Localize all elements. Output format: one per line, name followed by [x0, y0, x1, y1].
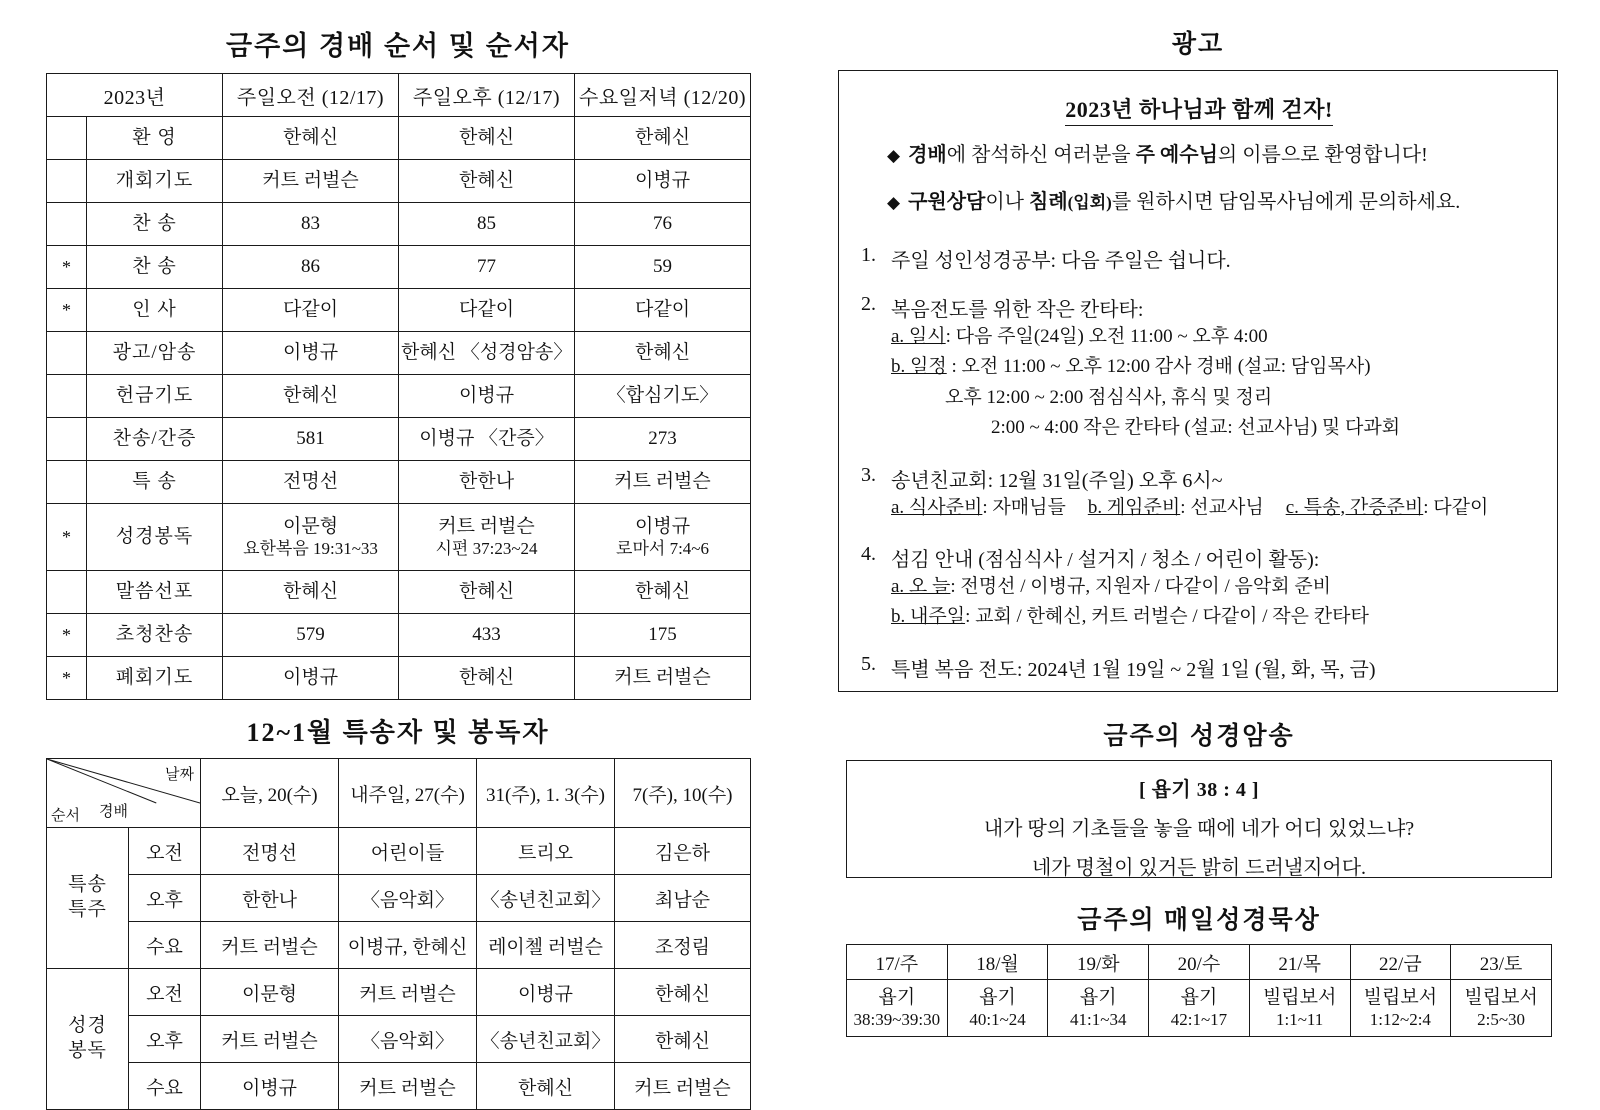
daily-reading-verses: 38:39~39:30	[853, 1010, 941, 1030]
group-label	[47, 969, 129, 1110]
group-label-line-2: 특주	[68, 899, 107, 920]
row-value: 한혜신	[615, 969, 751, 1016]
announcement-subitem-text: 오후 12:00 ~ 2:00 점심식사, 휴식 및 정리	[945, 386, 1273, 408]
announcement-subitem	[891, 572, 1537, 602]
row-label: 헌금기도	[87, 375, 223, 418]
announcement-subitem	[891, 493, 1537, 523]
daily-day-header: 23/토	[1451, 945, 1552, 980]
row-value: 한혜신	[477, 1063, 615, 1110]
table-row	[47, 614, 751, 657]
announcement-heading-text: 2023년 하나님과 함께 걷자!	[1065, 97, 1333, 126]
daily-day-header: 17/주	[847, 945, 948, 980]
row-value: 76	[575, 203, 751, 246]
column-header-date-3: 31(주), 1. 3(수)	[477, 759, 615, 828]
announcement-subitem	[991, 413, 1537, 443]
row-value: 86	[223, 246, 399, 289]
announcement-item	[861, 653, 1537, 682]
daily-reading-book: 욥기	[979, 986, 1016, 1008]
daily-reading-verses: 40:1~24	[969, 1010, 1026, 1030]
announcement-subitem-label: a. 식사준비	[891, 496, 983, 518]
row-value: 〈송년친교회〉	[477, 1016, 615, 1063]
row-label: 성경봉독	[87, 504, 223, 571]
row-label: 환 영	[87, 117, 223, 160]
row-value: 83	[223, 203, 399, 246]
row-value: 〈송년친교회〉	[477, 875, 615, 922]
daily-day-header: 22/금	[1350, 945, 1451, 980]
row-value: 한혜신	[575, 332, 751, 375]
announcement-item-main	[861, 464, 1537, 493]
corner-label-order: 순서	[51, 808, 80, 824]
announcement-subitem-label: c. 특송, 간증준비	[1285, 496, 1424, 518]
row-value: 77	[399, 246, 575, 289]
announcement-item-main	[861, 653, 1537, 682]
announcement-subitem-text: : 전명선 / 이병규, 지원자 / 다같이 / 음악회 준비	[950, 575, 1332, 597]
daily-reading-verses: 42:1~17	[1170, 1010, 1228, 1030]
welcome-line	[861, 140, 1537, 171]
row-value	[223, 504, 399, 571]
memory-verse-reference: [ 욥기 38 : 4 ]	[1138, 779, 1260, 801]
welcome-keyword: 경배	[908, 144, 947, 166]
row-star-marker	[47, 117, 87, 160]
daily-day-header: 21/목	[1249, 945, 1350, 980]
row-value: 이병규	[575, 160, 751, 203]
worship-order-title: 금주의 경배 순서 및 순서자	[226, 31, 570, 61]
table-row	[47, 332, 751, 375]
row-value: 한혜신	[575, 571, 751, 614]
group-label	[47, 828, 129, 969]
row-value: 다같이	[223, 289, 399, 332]
column-header-year: 2023년	[47, 74, 223, 117]
row-value: 한혜신	[399, 571, 575, 614]
row-value: 〈합심기도〉	[575, 375, 751, 418]
daily-reading-section	[846, 900, 1552, 1037]
worship-order-table	[46, 73, 751, 700]
announcement-subitem-text: : 다같이	[1423, 496, 1489, 518]
row-label: 폐회기도	[87, 657, 223, 700]
row-value: 커트 러벌슨	[201, 922, 339, 969]
daily-reading-cell	[1249, 980, 1350, 1037]
column-header-date-1: 오늘, 20(수)	[201, 759, 339, 828]
row-value: 커트 러벌슨	[615, 1063, 751, 1110]
announcement-subitem-label: a. 일시	[891, 326, 946, 347]
group-label-line-1: 성경	[68, 1015, 107, 1037]
daily-days-row	[847, 945, 1552, 980]
row-value: 한혜신	[399, 657, 575, 700]
time-label: 수요	[129, 922, 201, 969]
table-row	[47, 289, 751, 332]
announcement-number: 4.	[861, 542, 876, 565]
row-value: 이병규	[223, 657, 399, 700]
memory-verse-box	[846, 760, 1552, 878]
announcement-subitem-label: a. 오 늘	[891, 575, 951, 597]
row-star-marker	[47, 461, 87, 504]
table-row	[47, 1016, 751, 1063]
table-row	[47, 571, 751, 614]
welcome-line	[861, 187, 1537, 218]
daily-reading-verses: 1:1~11	[1276, 1010, 1324, 1030]
row-value: 〈음악회〉	[339, 875, 477, 922]
row-value	[399, 504, 575, 571]
welcome-text: 의 이름으로 환영합니다!	[1217, 144, 1428, 166]
row-value: 이병규	[201, 1063, 339, 1110]
row-value: 한혜신 〈성경암송〉	[399, 332, 575, 375]
daily-reading-verses: 2:5~30	[1477, 1010, 1526, 1030]
row-value: 최남순	[615, 875, 751, 922]
row-value: 581	[223, 418, 399, 461]
worship-order-section	[46, 24, 750, 700]
row-value: 59	[575, 246, 751, 289]
announcement-subitem-text: : 선교사님	[1180, 496, 1264, 518]
row-value: 김은하	[615, 828, 751, 875]
row-value	[575, 504, 751, 571]
daily-day-header: 20/수	[1149, 945, 1250, 980]
corner-diagonal-header	[47, 759, 201, 828]
row-value: 이병규, 한혜신	[339, 922, 477, 969]
row-value: 커트 러벌슨	[201, 1016, 339, 1063]
row-star-marker	[47, 332, 87, 375]
welcome-text: 를 원하시면 담임목사님에게 문의하세요.	[1111, 191, 1461, 213]
time-label: 오후	[129, 1016, 201, 1063]
column-header-date-2: 내주일, 27(수)	[339, 759, 477, 828]
table-row	[47, 461, 751, 504]
announcement-item	[861, 244, 1537, 273]
row-label: 특 송	[87, 461, 223, 504]
memory-verse-section	[846, 716, 1552, 878]
diamond-bullet-icon: ◆	[887, 146, 901, 165]
announcement-number: 3.	[861, 463, 876, 486]
row-value: 다같이	[575, 289, 751, 332]
announcement-heading	[861, 93, 1537, 124]
welcome-keyword: 주 예수님	[1135, 144, 1218, 166]
table-row	[47, 657, 751, 700]
announcements-title: 광고	[1171, 31, 1225, 58]
table-row	[47, 922, 751, 969]
group-label-line-2: 봉독	[68, 1040, 107, 1061]
row-value: 다같이	[399, 289, 575, 332]
row-label: 초청찬송	[87, 614, 223, 657]
row-star-marker: *	[47, 246, 87, 289]
row-value: 조정림	[615, 922, 751, 969]
announcement-subitem-label: b. 내주일	[891, 606, 966, 628]
row-value: 한한나	[201, 875, 339, 922]
daily-day-header: 18/월	[947, 945, 1048, 980]
announcement-item	[861, 293, 1537, 444]
row-value: 커트 러벌슨	[223, 160, 399, 203]
row-value-name: 이문형	[282, 515, 339, 537]
row-value: 전명선	[223, 461, 399, 504]
announcements-section	[838, 24, 1558, 692]
announcements-box	[838, 70, 1558, 692]
diamond-bullet-icon: ◆	[887, 193, 901, 212]
table-row	[47, 504, 751, 571]
announcement-subitem	[891, 602, 1537, 632]
table-row	[47, 828, 751, 875]
row-value: 한혜신	[399, 117, 575, 160]
row-value: 커트 러벌슨	[339, 969, 477, 1016]
row-label: 말씀선포	[87, 571, 223, 614]
announcement-subitem-label: b. 게임준비	[1087, 496, 1181, 518]
special-singers-table	[46, 758, 751, 1110]
table-row	[47, 246, 751, 289]
row-value: 한혜신	[223, 571, 399, 614]
daily-reading-book: 빌립보서	[1262, 986, 1337, 1008]
welcome-text: 이나	[985, 191, 1029, 213]
daily-day-header: 19/화	[1048, 945, 1149, 980]
row-value: 273	[575, 418, 751, 461]
announcement-text: 주일 성인성경공부: 다음 주일은 쉽니다.	[891, 250, 1231, 272]
row-value: 한혜신	[615, 1016, 751, 1063]
row-value: 433	[399, 614, 575, 657]
group-label-line-1: 특송	[68, 874, 107, 896]
row-label: 찬송/간증	[87, 418, 223, 461]
row-value: 전명선	[201, 828, 339, 875]
daily-reading-book: 빌립보서	[1464, 986, 1538, 1008]
row-value-name: 이병규	[634, 515, 691, 537]
corner-label-date: 날짜	[165, 767, 194, 783]
memory-verse-line-2: 네가 명철이 있거든 밝히 드러낼지어다.	[1031, 857, 1367, 879]
daily-reading-title: 금주의 매일성경묵상	[1077, 907, 1321, 934]
row-star-marker: *	[47, 289, 87, 332]
daily-reading-book: 욥기	[1180, 986, 1218, 1008]
row-value: 85	[399, 203, 575, 246]
row-star-marker	[47, 418, 87, 461]
daily-reading-cell	[1048, 980, 1149, 1037]
announcement-subitem-text: : 다음 주일(24일) 오전 11:00 ~ 오후 4:00	[945, 326, 1268, 347]
daily-refs-row	[847, 980, 1552, 1037]
announcement-subitem-text: 2:00 ~ 4:00 작은 칸타타 (설교: 선교사님) 및 다과회	[991, 417, 1401, 439]
row-value: 트리오	[477, 828, 615, 875]
row-value-scripture: 로마서 7:4~6	[616, 539, 709, 559]
announcement-number: 2.	[861, 293, 876, 315]
column-header-date-4: 7(주), 10(수)	[615, 759, 751, 828]
welcome-keyword: 구원상담	[908, 191, 986, 213]
row-value: 한혜신	[399, 160, 575, 203]
table-row	[47, 203, 751, 246]
table-row	[47, 875, 751, 922]
row-value: 〈음악회〉	[339, 1016, 477, 1063]
time-label: 오후	[129, 875, 201, 922]
row-value: 커트 러벌슨	[575, 657, 751, 700]
row-value: 이병규	[477, 969, 615, 1016]
special-singers-title: 12~1월 특송자 및 봉독자	[246, 718, 550, 747]
row-value: 한한나	[399, 461, 575, 504]
announcement-text: 특별 복음 전도: 2024년 1월 19일 ~ 2월 1일 (월, 화, 목, 금)	[891, 658, 1376, 681]
row-value: 커트 러벌슨	[575, 461, 751, 504]
table-row	[47, 117, 751, 160]
time-label: 오전	[129, 969, 201, 1016]
memory-verse-line-1: 내가 땅의 기초들을 놓을 때에 네가 어디 있었느냐?	[983, 818, 1415, 840]
table-row	[47, 1063, 751, 1110]
announcement-item-main	[861, 293, 1537, 322]
special-singers-section	[46, 712, 750, 1110]
row-value-name: 커트 러벌슨	[438, 515, 535, 537]
row-star-marker	[47, 160, 87, 203]
time-label: 수요	[129, 1063, 201, 1110]
welcome-lines	[861, 140, 1537, 218]
row-value: 한혜신	[223, 375, 399, 418]
column-header-wednesday-evening: 수요일저녁 (12/20)	[575, 74, 751, 117]
row-star-marker: *	[47, 504, 87, 571]
daily-reading-book: 욥기	[878, 986, 916, 1008]
announcement-item-main	[861, 244, 1537, 273]
daily-reading-verses: 41:1~34	[1070, 1010, 1127, 1030]
row-value: 커트 러벌슨	[339, 1063, 477, 1110]
announcement-item	[861, 464, 1537, 523]
announcement-item	[861, 543, 1537, 633]
column-header-sunday-afternoon: 주일오후 (12/17)	[399, 74, 575, 117]
daily-reading-cell	[1350, 980, 1451, 1037]
row-label: 개회기도	[87, 160, 223, 203]
announcement-list	[861, 244, 1537, 682]
daily-reading-cell	[847, 980, 948, 1037]
daily-reading-cell	[947, 980, 1048, 1037]
welcome-keyword: 침례	[1029, 191, 1068, 213]
announcement-subitem-text: : 오전 11:00 ~ 오후 12:00 감사 경배 (설교: 담임목사)	[946, 356, 1371, 378]
announcement-subitem	[945, 383, 1537, 413]
table-header-row	[47, 74, 751, 117]
daily-reading-verses: 1:12~2:4	[1369, 1010, 1431, 1030]
announcement-text: 송년친교회: 12월 31일(주일) 오후 6시~	[891, 469, 1223, 492]
time-label: 오전	[129, 828, 201, 875]
daily-reading-table	[846, 944, 1552, 1037]
row-value: 레이첼 러벌슨	[477, 922, 615, 969]
row-label: 광고/암송	[87, 332, 223, 375]
row-value: 579	[223, 614, 399, 657]
corner-label-worship: 경배	[99, 804, 128, 820]
announcement-number: 5.	[861, 652, 876, 675]
row-label: 찬 송	[87, 246, 223, 289]
table-header-row	[47, 759, 751, 828]
welcome-keyword-small: (입회)	[1067, 193, 1112, 212]
daily-reading-cell	[1149, 980, 1250, 1037]
daily-reading-book: 빌립보서	[1363, 986, 1438, 1008]
row-star-marker: *	[47, 657, 87, 700]
announcement-subitem-text: : 교회 / 한혜신, 커트 러벌슨 / 다같이 / 작은 칸타타	[965, 606, 1369, 628]
row-value: 한혜신	[223, 117, 399, 160]
table-row	[47, 969, 751, 1016]
announcement-text: 섬김 안내 (점심식사 / 설거지 / 청소 / 어린이 활동):	[891, 548, 1320, 571]
announcement-subitem	[891, 352, 1537, 382]
column-header-sunday-morning: 주일오전 (12/17)	[223, 74, 399, 117]
row-star-marker: *	[47, 614, 87, 657]
daily-reading-cell	[1451, 980, 1552, 1037]
row-star-marker	[47, 571, 87, 614]
row-label: 찬 송	[87, 203, 223, 246]
memory-verse-title: 금주의 성경암송	[1103, 723, 1295, 750]
daily-reading-book: 욥기	[1079, 986, 1117, 1008]
announcement-subitem	[891, 322, 1537, 352]
row-value: 이병규	[399, 375, 575, 418]
announcement-item-main	[861, 543, 1537, 572]
row-value: 이문형	[201, 969, 339, 1016]
row-value-scripture: 요한복음 19:31~33	[243, 539, 378, 559]
row-star-marker	[47, 203, 87, 246]
row-value: 이병규	[223, 332, 399, 375]
announcement-number: 1.	[861, 244, 876, 266]
row-value: 어린이들	[339, 828, 477, 875]
row-value: 이병규 〈간증〉	[399, 418, 575, 461]
table-row	[47, 418, 751, 461]
row-value: 175	[575, 614, 751, 657]
row-label: 인 사	[87, 289, 223, 332]
row-star-marker	[47, 375, 87, 418]
announcement-subitem-text: : 자매님들	[982, 496, 1066, 518]
welcome-text: 에 참석하신 여러분을	[946, 144, 1136, 166]
announcement-subitem-label: b. 일정	[891, 356, 947, 378]
table-row	[47, 160, 751, 203]
row-value-scripture: 시편 37:23~24	[435, 539, 538, 559]
announcement-text: 복음전도를 위한 작은 칸타타:	[891, 299, 1144, 321]
table-row	[47, 375, 751, 418]
row-value: 한혜신	[575, 117, 751, 160]
